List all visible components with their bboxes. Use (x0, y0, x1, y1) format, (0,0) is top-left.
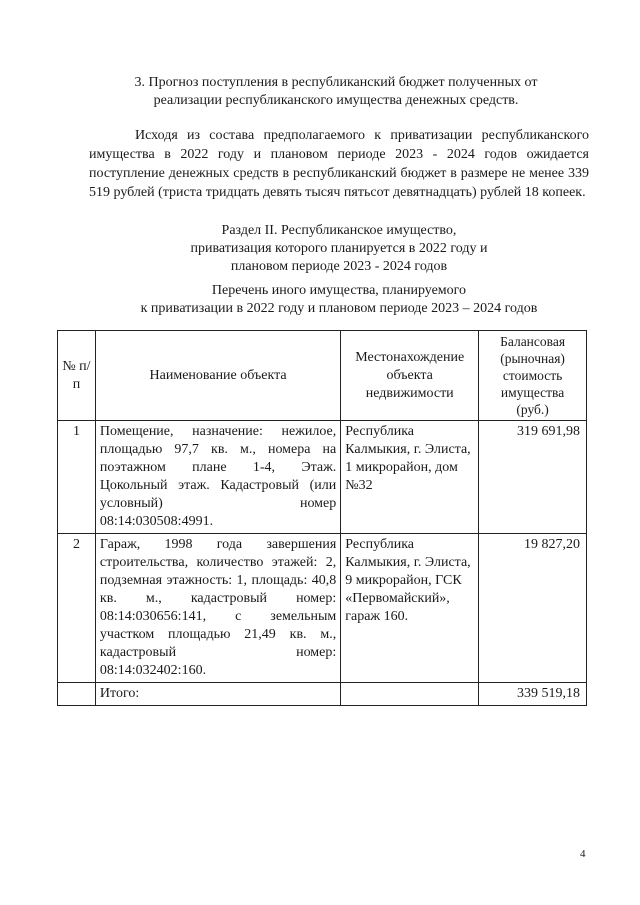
property-table (57, 330, 587, 706)
section-2-heading-line3: плановом периоде 2023 - 2024 годов (230, 259, 448, 274)
row-cadastral-number: 08:14:032402:160. (99, 663, 207, 678)
intro-paragraph (89, 126, 589, 202)
row-name-text: Помещение, назначение: нежилое, площадью 97,7 кв. м., номера на поэтажном плане 1-4, Этаж. Цокольный этаж. Кадастровый (или условный) номер (99, 424, 337, 511)
list-title (89, 282, 589, 318)
row-location: Республика Калмыкия, г. Элиста, 9 микрорайон, ГСК «Первомайский», гараж 160. (341, 534, 479, 683)
header-num: № п/п (58, 331, 96, 421)
section-2-heading-line2: приватизация которого планируется в 2022 году и (190, 241, 488, 256)
table-header-row (58, 331, 587, 421)
total-location-cell (341, 683, 479, 706)
section-3-heading (86, 74, 586, 110)
header-name: Наименование объекта (95, 331, 340, 421)
row-amount: 19 827,20 (479, 534, 587, 683)
intro-text: Исходя из состава предполагаемого к приватизации республиканского имущества в 2022 году и плановом периоде 2023 - 2024 годов ожидается поступление денежных средств в республиканский бюджет в размере не менее 339 519 рублей (триста тридцать девять тысяч пятьсот девятнадцать) рублей 18 копеек. (89, 128, 589, 200)
total-num-cell (58, 683, 96, 706)
row-location: Республика Калмыкия, г. Элиста, 1 микрорайон, дом №32 (341, 421, 479, 534)
list-title-line1: Перечень иного имущества, планируемого (211, 283, 467, 298)
page-number: 4 (580, 848, 586, 860)
table-row (58, 534, 587, 683)
header-balance: Балансовая (рыночная) стоимость имущества (руб.) (479, 331, 587, 421)
header-location: Местонахождение объекта недвижимости (341, 331, 479, 421)
table-row (58, 421, 587, 534)
list-title-line2: к приватизации в 2022 году и плановом периоде 2023 – 2024 годов (140, 301, 538, 316)
row-num: 1 (58, 421, 96, 534)
total-amount: 339 519,18 (479, 683, 587, 706)
row-name-text: Гараж, 1998 года завершения строительства, количество этажей: 2, подземная этажность: 1, площадь: 40,8 кв. м., кадастровый номер: 08:14:030656:141, с земельным участком площадью 21,49 кв. м., кадастровый номер: (99, 537, 337, 660)
total-label: Итого: (95, 683, 340, 706)
section-2-heading (89, 222, 589, 276)
section-3-heading-line1: 3. Прогноз поступления в республиканский бюджет полученных от (134, 75, 538, 90)
row-name (95, 534, 340, 683)
row-cadastral-number: 08:14:030508:4991. (99, 514, 214, 529)
row-amount: 319 691,98 (479, 421, 587, 534)
row-name (95, 421, 340, 534)
table-total-row (58, 683, 587, 706)
section-2-heading-line1: Раздел II. Республиканское имущество, (221, 223, 457, 238)
section-3-heading-line2: реализации республиканского имущества денежных средств. (153, 93, 519, 108)
row-num: 2 (58, 534, 96, 683)
